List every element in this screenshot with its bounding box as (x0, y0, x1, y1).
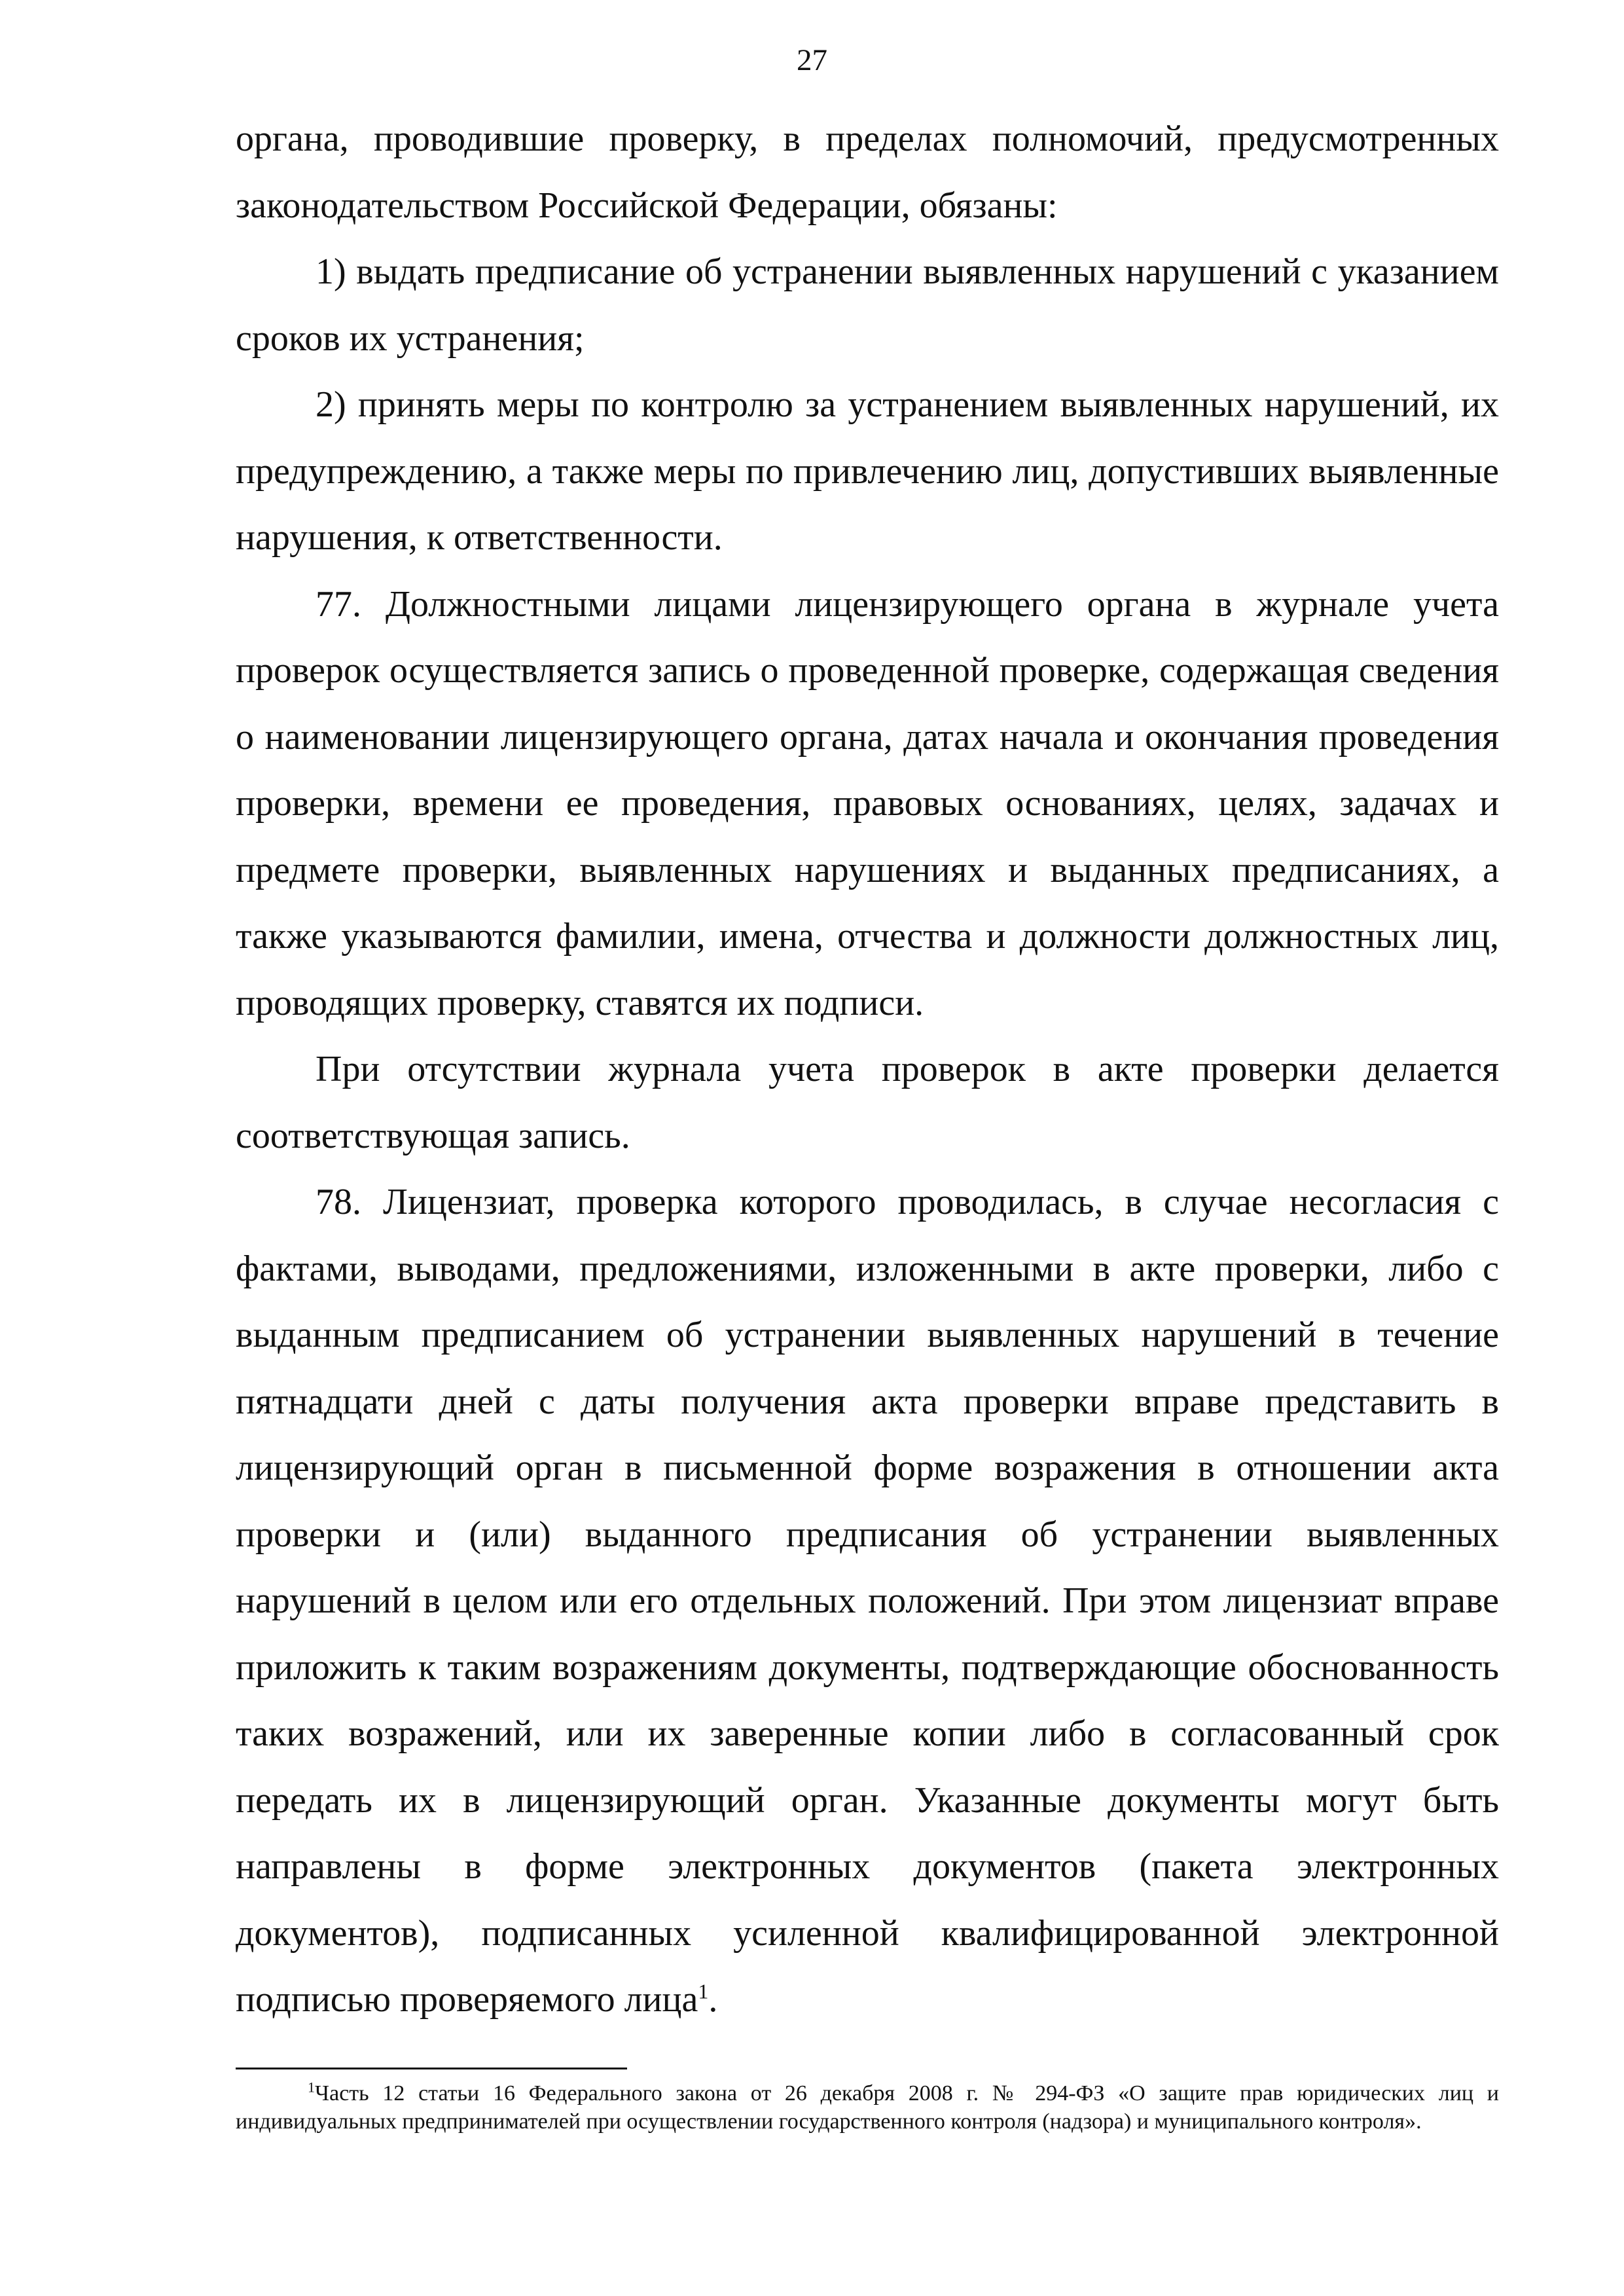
paragraph-item-2: 2) принять меры по контролю за устранением выявленных нарушений, их предупреждению, а также меры по привлечению лиц, допустивших выявленные нарушения, к ответственности. (236, 384, 1499, 558)
paragraph-item-1: 1) выдать предписание об устранении выявленных нарушений с указанием сроков их устранения; (236, 251, 1499, 359)
paragraph-78-end: . (708, 1979, 718, 2020)
paragraph-78-text: 78. Лицензиат, проверка которого проводилась, в случае несогласия с фактами, выводами, предложениями, изложенными в акте проверки, либо с выданным предписанием об устранении выявленных нарушений в течение пятнадцати дней с даты получения акта проверки вправе представить в лицензирующий орган в письменной форме возражения в отношении акта проверки и (или) выданного предписания об устранении выявленных нарушений в целом или его отдельных положений. При этом лицензиат вправе приложить к таким возражениям документы, подтверждающие обоснованность таких возражений, или их заверенные копии либо в согласованный срок передать их в лицензирующий орган. Указанные документы могут быть направлены в форме электронных документов (пакета электронных документов), подписанных усиленной квалифицированной электронной подписью проверяемого лица (236, 1182, 1499, 2020)
footnote-reference: 1 (698, 1979, 709, 2003)
paragraph-continuation: органа, проводившие проверку, в пределах полномочий, предусмотренных законодательством Российской Федерации, обязаны: (236, 118, 1499, 226)
footnote-text: Часть 12 статьи 16 Федерального закона от 26 декабря 2008 г. № 294-ФЗ «О защите прав юридических лиц и индивидуальных предпринимателей при осуществлении государственного контроля (надзора) и муниципального контроля». (236, 2081, 1499, 2134)
paragraph-78 (236, 1169, 1499, 2033)
page-number: 27 (797, 43, 827, 77)
body-text (236, 106, 1499, 2033)
paragraph-77: 77. Должностными лицами лицензирующего органа в журнале учета проверок осуществляется запись о проведенной проверке, содержащая сведения о наименовании лицензирующего органа, датах начала и окончания проведения проверки, времени ее проведения, правовых основаниях, целях, задачах и предмете проверки, выявленных нарушениях и выданных предписаниях, а также указываются фамилии, имена, отчества и должности должностных лиц, проводящих проверку, ставятся их подписи. (236, 583, 1499, 1023)
footnote-divider (236, 2068, 627, 2069)
footnote-marker: 1 (308, 2079, 315, 2096)
paragraph-no-journal: При отсутствии журнала учета проверок в акте проверки делается соответствующая запись. (236, 1049, 1499, 1156)
footnote (236, 2079, 1499, 2136)
